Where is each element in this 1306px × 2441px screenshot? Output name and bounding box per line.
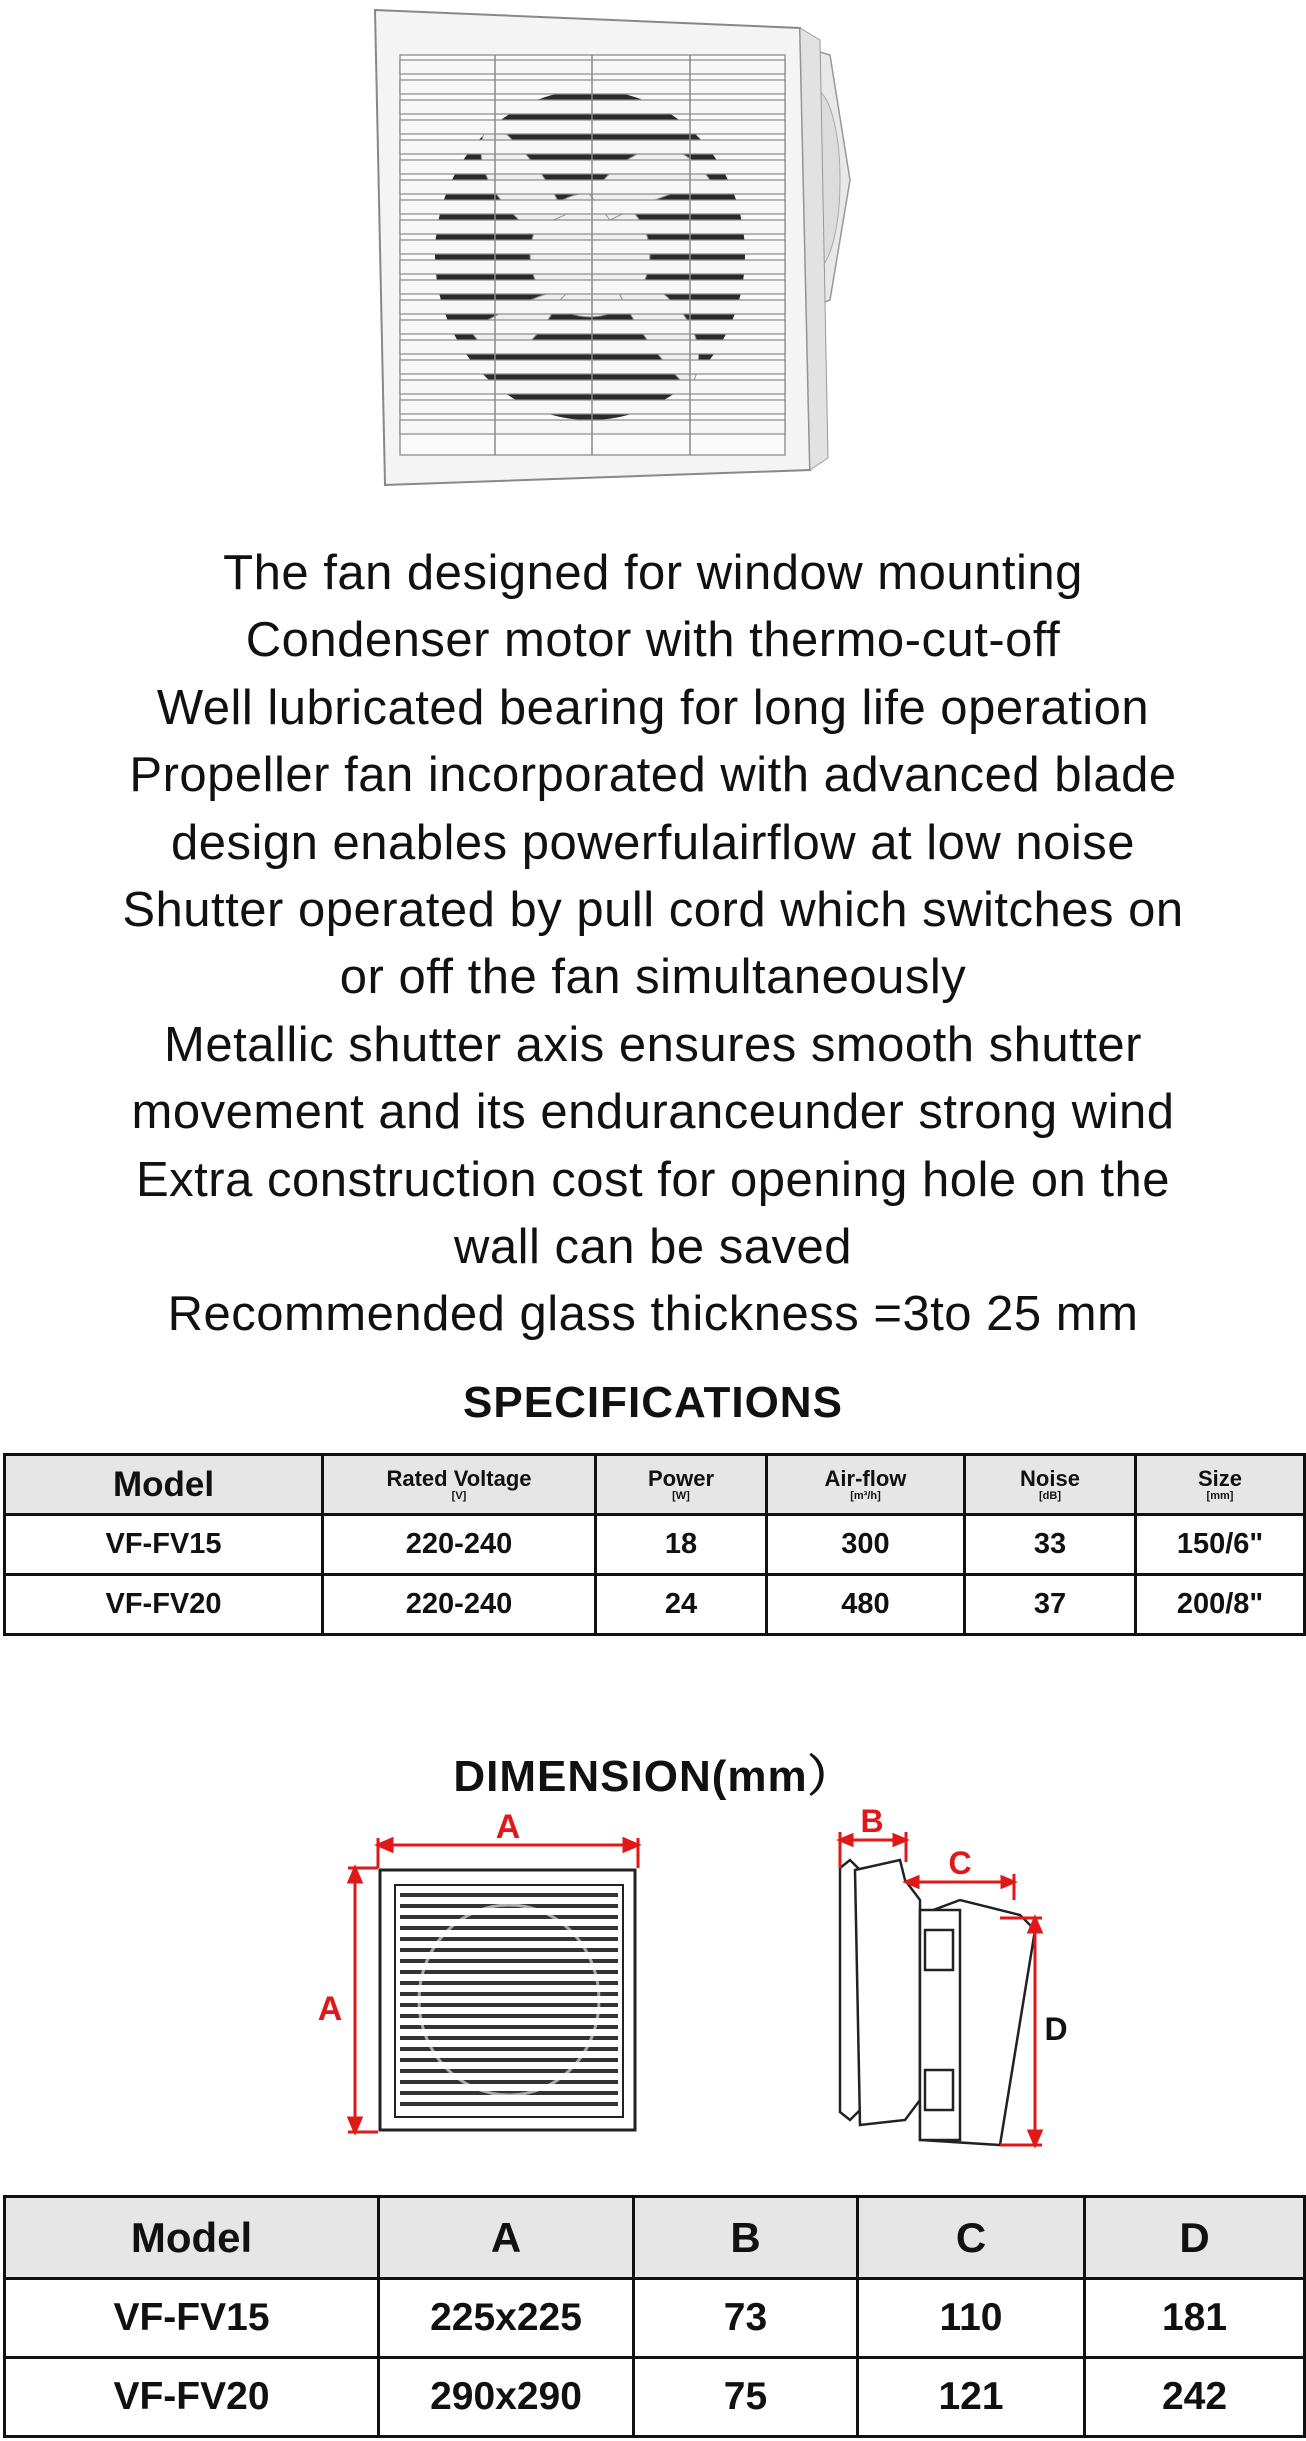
specifications-title: SPECIFICATIONS (463, 1378, 843, 1427)
spec-cell-voltage: 220-240 (323, 1575, 596, 1635)
feature-line: Well lubricated bearing for long life operation (156, 680, 1150, 735)
dim-cell-b: 73 (634, 2279, 858, 2358)
spec-cell-model: VF-FV20 (5, 1575, 323, 1635)
table-row (5, 1515, 1305, 1575)
spec-cell-size: 200/8" (1136, 1575, 1305, 1635)
spec-cell-airflow: 480 (767, 1575, 965, 1635)
dim-header-c: C (858, 2197, 1085, 2279)
dimension-title: DIMENSION(mm） (453, 1752, 853, 1801)
dim-cell-a: 225x225 (379, 2279, 634, 2358)
feature-line: wall can be saved (453, 1220, 852, 1275)
dim-cell-a: 290x290 (379, 2358, 634, 2437)
spec-cell-size: 150/6" (1136, 1515, 1305, 1575)
spec-header-model: Model (5, 1455, 323, 1515)
dim-cell-d: 181 (1085, 2279, 1305, 2358)
dim-cell-c: 121 (858, 2358, 1085, 2437)
dim-header-row (5, 2197, 1305, 2279)
spec-cell-noise: 33 (965, 1515, 1136, 1575)
dimension-label-b: B (860, 1803, 884, 1839)
spec-header-power: Power [W] (596, 1455, 767, 1515)
table-row (5, 2358, 1305, 2437)
spec-header-airflow: Air-flow [m³/h] (767, 1455, 965, 1515)
dimension-label-a-side: A (317, 1990, 343, 2028)
dimension-table (3, 2195, 1306, 2438)
window-fan-product-image (360, 0, 860, 500)
dimension-label-d: D (1044, 2011, 1068, 2047)
spec-cell-power: 24 (596, 1575, 767, 1635)
feature-list (0, 540, 1306, 1349)
feature-line: Propeller fan incorporated with advanced blade (129, 748, 1177, 803)
dim-cell-model: VF-FV20 (5, 2358, 379, 2437)
dim-cell-model: VF-FV15 (5, 2279, 379, 2358)
feature-line: Metallic shutter axis ensures smooth shutter (164, 1017, 1142, 1072)
dim-header-d: D (1085, 2197, 1305, 2279)
table-row (5, 2279, 1305, 2358)
dim-header-model: Model (5, 2197, 379, 2279)
spec-cell-airflow: 300 (767, 1515, 965, 1575)
feature-line: movement and its enduranceunder strong wind (131, 1085, 1175, 1140)
specifications-table (3, 1453, 1306, 1636)
dim-cell-c: 110 (858, 2279, 1085, 2358)
feature-line: The fan designed for window mounting (223, 546, 1083, 600)
feature-line: Recommended glass thickness =3to 25 mm (167, 1287, 1139, 1342)
dim-cell-b: 75 (634, 2358, 858, 2437)
dimension-diagram (300, 1800, 1068, 2160)
front-view-drawing (380, 1870, 635, 2130)
spec-cell-noise: 37 (965, 1575, 1136, 1635)
spec-header-noise: Noise [dB] (965, 1455, 1136, 1515)
spec-header-row (5, 1455, 1305, 1515)
side-view-drawing (840, 1860, 1035, 2145)
spec-cell-power: 18 (596, 1515, 767, 1575)
feature-line: Shutter operated by pull cord which switches on (122, 883, 1184, 938)
feature-line: design enables powerfulairflow at low noise (171, 815, 1135, 870)
dimension-label-c: C (948, 1845, 972, 1881)
feature-line: Condenser motor with thermo-cut-off (245, 613, 1061, 668)
dim-header-b: B (634, 2197, 858, 2279)
spec-header-voltage: Rated Voltage [V] (323, 1455, 596, 1515)
spec-cell-voltage: 220-240 (323, 1515, 596, 1575)
spec-header-size: Size [mm] (1136, 1455, 1305, 1515)
feature-line: Extra construction cost for opening hole on the (135, 1152, 1171, 1207)
dim-header-a: A (379, 2197, 634, 2279)
spec-cell-model: VF-FV15 (5, 1515, 323, 1575)
dimension-label-a-top: A (495, 1808, 521, 1846)
dim-cell-d: 242 (1085, 2358, 1305, 2437)
table-row (5, 1575, 1305, 1635)
feature-line: or off the fan simultaneously (339, 950, 967, 1005)
